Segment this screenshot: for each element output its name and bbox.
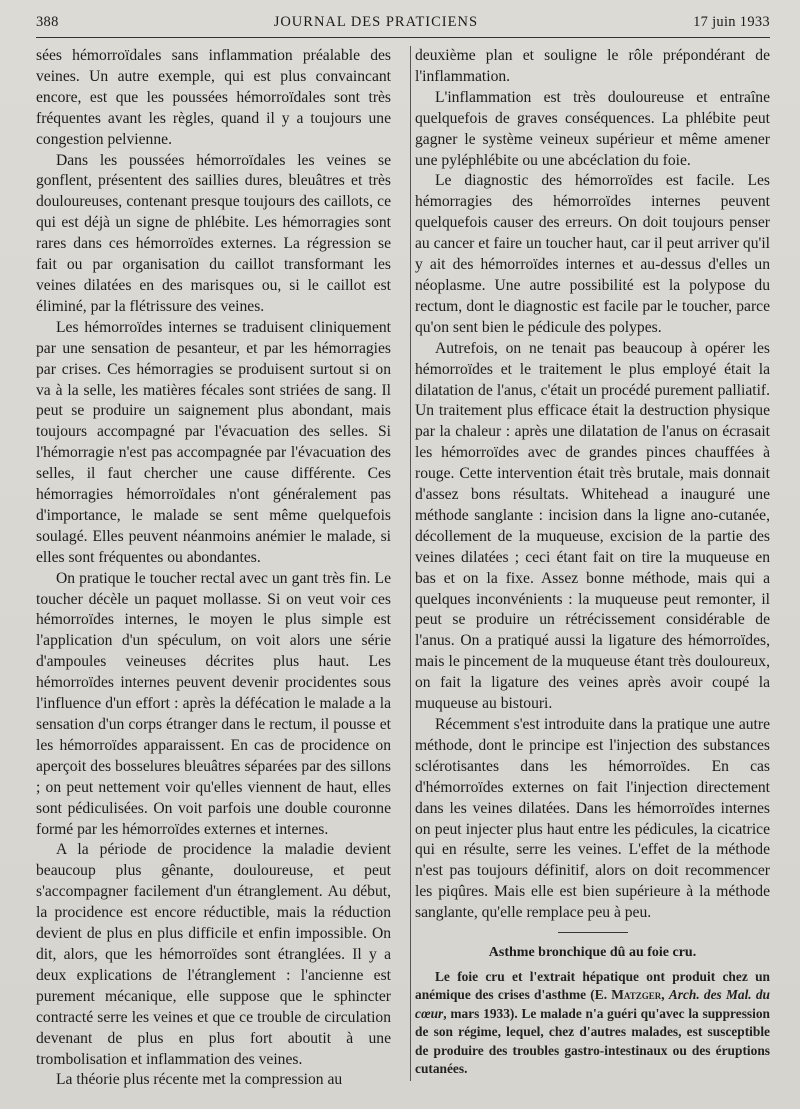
paragraph: sées hémorroïdales sans inflammation préalable des veines. Un autre exemple, qui est plus convaincant encore, est que les poussées hémorroïdales sont très fréquentes avant les règles, quand il y a toujours une congestion pelvienne. [36, 47, 391, 148]
paragraph: Dans les poussées hémorroïdales les veines se gonflent, présentent des saillies dures, bleuâtres et très douloureuses, contenant presque toujours des caillots, ce qui est déjà un signe de phlébite. Les hémorragies sont rares dans ces hémorroïdes externes. La régression se fait ou par organisation du caillot transformant les veines dilatées en des marisques ou, si le caillot est éliminé, par la flétrissure des veines. [36, 151, 391, 315]
right-column [403, 46, 770, 1091]
section-separator [558, 932, 628, 933]
left-column [36, 46, 403, 1091]
page-header [36, 14, 770, 38]
paragraph: deuxième plan et souligne le rôle prépondérant de l'inflammation. [415, 47, 770, 85]
paragraph: On pratique le toucher rectal avec un gant très fin. Le toucher décèle un paquet mollasse. Si on veut voir ces hémorroïdes internes, le moyen le plus simple est l'application d'un spéculum, on voit alors une série d'ampoules veineuses décrites plus haut. Les hémorroïdes internes peuvent devenir procidentes sous l'influence d'un effort : après la défécation le malade a la sensation d'un corps étranger dans le rectum, il pousse et les hémorroïdes apparaissent. En cas de procidence on aperçoit des bosselures bleuâtres séparées par des sillons ; on peut nettement voir qu'elles viennent de haut, elles sont pédiculisées. On voit parfois une double couronne formé par les hémorroïdes externes et internes. [36, 569, 391, 838]
note-title: Asthme bronchique dû au foie cru. [488, 945, 697, 961]
note-text-start: Le foie cru et l'extrait hépatique ont produit chez un anémique des crises d'asthme (E. [415, 968, 770, 1003]
paragraph: Les hémorroïdes internes se traduisent cliniquement par une sensation de pesanteur, et par les hémorragies par crises. Ces hémorragies se produisent surtout si on va à la selle, les matières fécales sont striées de sang. Il peut se produire un saignement plus abondant, mais toujours accompagné par l'évacuation des selles. Si l'hémorragie n'est pas accompagnée par l'évacuation des selles, il faut chercher une cause différente. Ces hémorragies hémorroïdales n'ont généralement pas d'importance, le malade se sent même quelquefois soulagé. Elles peuvent néanmoins anémier le malade, si elles sont fréquentes ou abondantes. [36, 318, 391, 566]
note-journal: Arch. des Mal. du cœur [415, 987, 770, 1021]
paragraph: Récemment s'est introduite dans la pratique une autre méthode, dont le principe est l'injection des substances sclérotisantes dans les hémorroïdes. En cas d'hémorroïdes externes on fait l'injection directement dans les veines dilatées. Dans les hémorroïdes internes on peut injecter plus haut entre les pédicules, la cicatrice qui en résulte, serre les veines. L'effet de la méthode n'est pas toujours définitif, alors on doit recommencer les piqûres. Mais elle est bien supérieure à la méthode sanglante, qu'elle remplace peu à peu. [415, 716, 770, 922]
journal-title: JOURNAL DES PRATICIENS [273, 14, 479, 30]
paragraph: A la période de procidence la maladie devient beaucoup plus gênante, douloureuse, et peut s'accompagner facilement d'un étranglement. Au début, la procidence est encore réductible, mais la réduction devient de plus en plus difficile et enfin impossible. On dit, alors, que les hémorroïdes sont étranglées. Il y a deux explications de l'étranglement : l'ancienne est purement mécanique, elle suppose que le sphincter contracté serre les veines et que ce trouble de circulation devenant de plus en plus fort aboutit à une trombolisation et inflammation des veines. [36, 841, 391, 1068]
note-text [415, 968, 770, 1079]
paragraph: La théorie plus récente met la compression au [56, 1071, 343, 1089]
paragraph: Autrefois, on ne tenait pas beaucoup à opérer les hémorroïdes et le traitement le plus employé était la dilatation de l'anus, c'était un procédé purement palliatif. Un traitement plus efficace était la destruction physique par la chaleur : après une dilatation de l'anus on écrasait les hémorroïdes avec de grandes pinces chauffées à rouge. Cette intervention était très brutale, mais donnait d'assez bons résultats. Whitehead a inauguré une méthode sanglante : incision dans la ligne ano-cutanée, décollement de la muqueuse, excision de la partie des veines dilatées ; ceci étant fait on tire la muqueuse en bas et on la fixe. Assez bonne méthode, mais qui a quelques inconvénients : la muqueuse peut remonter, il peut se produire un rétrécissement considérable de l'anus. On a pratiqué aussi la ligature des hémorroïdes, mais le pincement de la muqueuse étant très douloureux, on fait la ligature des veines après avoir coupé la muqueuse au bistouri. [415, 339, 770, 713]
note-text-sep: , [661, 987, 669, 1003]
page-number: 388 [36, 14, 59, 30]
note-author: Matzger [611, 987, 662, 1003]
article-columns [36, 46, 770, 1091]
paragraph: Le diagnostic des hémorroïdes est facile. Les hémorragies des hémorroïdes internes peuvent quelquefois causer des erreurs. On doit toujours penser au cancer et faire un toucher haut, car il peut arriver qu'il y ait des hémorroïdes internes et au-dessus d'elles un néoplasme. Une autre possibilité est la polypose du rectum, dont le diagnostic est facile par le toucher, parce qu'on sent bien le pédicule des polypes. [415, 172, 770, 336]
paragraph: L'inflammation est très douloureuse et entraîne quelquefois de graves conséquences. La phlébite peut gagner le système veineux supérieur et même amener une pyléphlébite ou une abcéclation du foie. [415, 88, 770, 169]
column-divider [410, 46, 411, 1081]
note-text-end: , mars 1933). Le malade n'a guéri qu'avec la suppression de son régime, lequel, chez d'autres malades, est susceptible de produire des troubles gastro-intestinaux ou des éruptions cutanées. [415, 1005, 770, 1077]
issue-date: 17 juin 1933 [693, 14, 770, 30]
